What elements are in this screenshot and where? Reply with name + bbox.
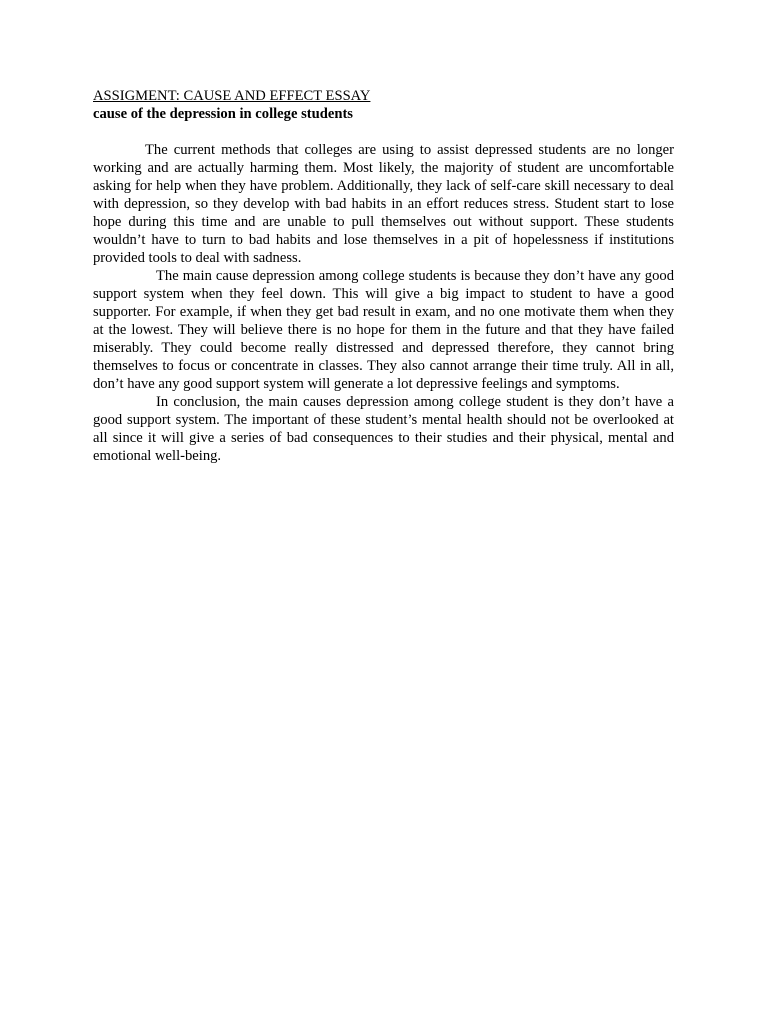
document-page	[93, 87, 674, 465]
essay-title: cause of the depression in college students	[93, 106, 353, 122]
paragraph-body: The main cause depression among college students is because they don’t have any good support system when they feel down. This will give a big impact to student to have a good supporter. For example, if when they get bad result in exam, and no one motivate them when they at the lowest. They will believe there is no hope for them in the future and that they have failed miserably. They could become really distressed and depressed therefore, they cannot bring themselves to focus or concentrate in classes. They also cannot arrange their time truly. All in all, don’t have any good support system will generate a lot depressive feelings and symptoms.	[93, 268, 674, 392]
paragraph-introduction: The current methods that colleges are using to assist depressed students are no longer working and are actually harming them. Most likely, the majority of student are uncomfortable asking for help when they have problem. Additionally, they lack of self-care skill necessary to deal with depression, so they develop with bad habits in an effort reduces stress. Student start to lose hope during this time and are unable to pull themselves out without support. These students wouldn’t have to turn to bad habits and lose themselves in a pit of hopelessness if institutions provided tools to deal with sadness.	[93, 142, 674, 266]
paragraph-conclusion: In conclusion, the main causes depression among college student is they don’t have a good support system. The important of these student’s mental health should not be overlooked at all since it will give a series of bad consequences to their studies and their physical, mental and emotional well-being.	[93, 394, 674, 464]
assignment-label: ASSIGMENT: CAUSE AND EFFECT ESSAY	[93, 88, 371, 104]
